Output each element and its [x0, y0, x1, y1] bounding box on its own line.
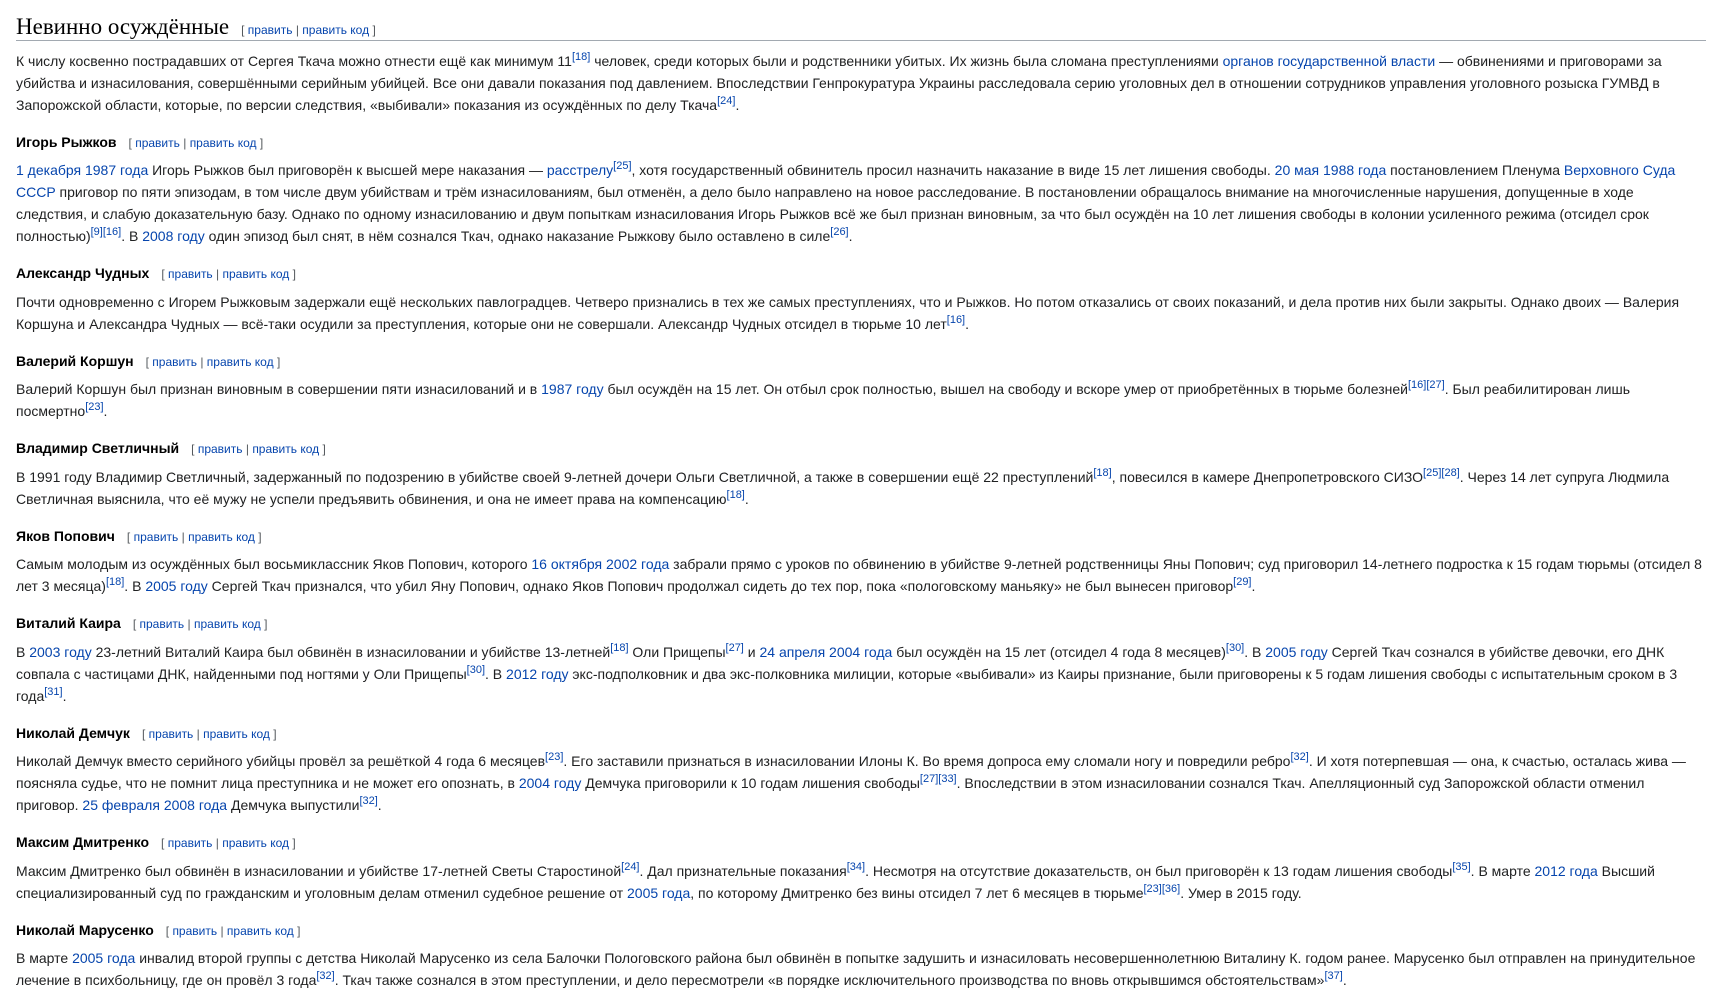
- edit-bracket-close: ]: [372, 23, 376, 37]
- article-link[interactable]: 2005 года: [72, 950, 136, 966]
- paragraph-text: . Умер в 2015 году.: [1180, 884, 1302, 901]
- paragraph-text: . И хотя потерпевшая — она, к счастью, осталась жива — поясняла судье, что не помнит лица преступника и не может его опознать, в: [16, 753, 1686, 791]
- article-link[interactable]: 1987 году: [541, 381, 604, 397]
- edit-section-links: [241, 23, 376, 37]
- person-name: Максим Дмитренко: [16, 834, 150, 850]
- edit-separator: |: [220, 923, 224, 938]
- article-link[interactable]: 2004 году: [518, 775, 582, 791]
- citation-link[interactable]: [24]: [621, 860, 640, 873]
- citation-link[interactable]: [30]: [466, 663, 486, 676]
- paragraph-text: один эпизод был снят, в нём сознался Ткач, однако наказание Рыжкову было оставлено в силе: [204, 228, 831, 244]
- edit-bracket-open: [: [241, 23, 245, 37]
- paragraph-text: . В: [124, 578, 146, 594]
- subsection-heading: [16, 350, 1706, 372]
- edit-separator: |: [215, 836, 219, 850]
- edit-bracket-open: [: [132, 617, 137, 631]
- edit-bracket-open: [: [126, 529, 131, 544]
- edit-bracket-close: ]: [292, 836, 296, 850]
- edit-source-link[interactable]: править код: [302, 23, 370, 37]
- citation-link[interactable]: [27]: [725, 641, 744, 654]
- citation-link[interactable]: [23]: [85, 401, 104, 413]
- paragraph-text: экс-подполковник и два экс-полковника милиции, которые «выбивали» из Каиры признание, были приговорены к 5 годам лишения свободы с испытательным сроком в 3 года: [16, 665, 1678, 704]
- article-link[interactable]: 16 октября 2002 года: [531, 556, 670, 572]
- edit-bracket-close: ]: [258, 529, 262, 544]
- paragraph-text: Самым молодым из осуждённых был восьмиклассник Яков Попович, которого: [16, 556, 532, 572]
- paragraph-text: В марте: [16, 950, 73, 966]
- edit-section-links: [161, 836, 296, 850]
- subsection-heading: [16, 919, 1706, 941]
- citation-link[interactable]: [26]: [830, 226, 849, 238]
- paragraph-text: постановлением Пленума: [1386, 162, 1564, 178]
- paragraph-text: . Дал признательные показания: [639, 862, 847, 879]
- article-link[interactable]: органов государственной власти: [1222, 52, 1436, 69]
- article-link[interactable]: 2012 году: [506, 665, 569, 682]
- edit-source-link[interactable]: править код: [188, 529, 255, 544]
- paragraph-text: Николай Демчук вместо серийного убийцы провёл за решёткой 4 года 6 месяцев: [16, 753, 546, 769]
- paragraph-text: Почти одновременно с Игорем Рыжковым задержали ещё нескольких павлоградцев. Четверо признались в тех же самых преступлениях, что и Рыжков. Но потом отказались от своих показаний, и дела против них были закрыты. Однако двоих — Валерия Коршуна и Александра Чудных — всё-таки осудили за преступления, которые они не совершали. Александр Чудных отсидел в тюрьме 10 лет: [16, 293, 1680, 332]
- edit-link[interactable]: править: [247, 23, 293, 37]
- edit-section-links: [161, 267, 296, 281]
- paragraph-text: человек, среди которых были и родственники убитых. Их жизнь была сломана преступлениями: [590, 52, 1223, 69]
- citation-link[interactable]: [27]: [1426, 379, 1445, 391]
- edit-bracket-close: ]: [273, 726, 277, 741]
- paragraph-text: . Ткач также сознался в этом преступлении, и дело пересмотрели «в порядке исключительного производства по вновь открывшимся обстоятельствам»: [334, 972, 1325, 988]
- edit-bracket-close: ]: [322, 442, 326, 456]
- person-name: Валерий Коршун: [16, 352, 134, 369]
- citation-link[interactable]: [18]: [726, 488, 745, 501]
- citation-link[interactable]: [25]: [1423, 466, 1442, 479]
- paragraph-text: . Через 14 лет супруга Людмила Светличная выяснила, что её мужу не успели предъявить обвинения, и она не имеет права на компенсацию: [16, 468, 1670, 507]
- article-link[interactable]: расстрелу: [546, 162, 614, 178]
- citation-link[interactable]: [9]: [90, 226, 103, 238]
- subsection-heading: [16, 525, 1706, 547]
- edit-link[interactable]: править: [133, 529, 179, 544]
- edit-section-links: [129, 136, 264, 150]
- citation-link[interactable]: [24]: [717, 94, 736, 107]
- edit-link[interactable]: править: [139, 617, 185, 631]
- paragraph-text: .: [377, 797, 382, 813]
- person-name: Владимир Светличный: [16, 440, 180, 456]
- paragraph-text: . Был реабилитирован лишь посмертно: [16, 381, 1630, 419]
- citation-link[interactable]: [37]: [1324, 970, 1343, 982]
- citation-link[interactable]: [30]: [1225, 641, 1245, 654]
- paragraph-text: .: [62, 687, 67, 704]
- edit-bracket-open: [: [145, 354, 149, 369]
- edit-separator: |: [245, 442, 249, 456]
- citation-link[interactable]: [18]: [1093, 466, 1112, 479]
- person-name: Яков Попович: [16, 527, 115, 544]
- paragraph-text: , хотя государственный обвинитель просил назначить наказание в виде 15 лет лишения свободы.: [631, 162, 1275, 178]
- subsection-heading: [16, 437, 1706, 459]
- person-paragraph: [16, 553, 1706, 597]
- article-content: [16, 14, 1706, 991]
- paragraph-text: был осуждён на 15 лет. Он отбыл срок полностью, вышел на свободу и вскоре умер от приобретённых в тюрьме болезней: [603, 381, 1408, 397]
- person-paragraph: [16, 750, 1706, 816]
- citation-link[interactable]: [29]: [1233, 576, 1252, 588]
- edit-bracket-open: [: [128, 135, 132, 150]
- edit-link[interactable]: править: [148, 726, 194, 741]
- edit-link[interactable]: править: [152, 354, 197, 369]
- edit-source-link[interactable]: править код: [206, 354, 274, 369]
- person-paragraph: [16, 378, 1706, 422]
- person-paragraph: [16, 947, 1706, 991]
- edit-bracket-open: [: [141, 726, 146, 741]
- paragraph-text: , по которому Дмитренко без вины отсидел 7 лет 6 месяцев в тюрьме: [690, 884, 1144, 901]
- paragraph-text: Игорь Рыжков был приговорён к высшей мере наказания —: [148, 162, 547, 178]
- citation-link[interactable]: [23]: [545, 751, 564, 763]
- paragraph-text: Высший специализированный суд по гражданским и уголовным делам отменил судебное решение от: [16, 862, 1655, 901]
- subsection-heading: [16, 262, 1706, 284]
- section-heading: [16, 14, 1706, 41]
- edit-bracket-open: [: [191, 442, 195, 456]
- paragraph-text: и: [743, 643, 760, 660]
- person-paragraph: [16, 641, 1706, 707]
- paragraph-text: .: [735, 96, 740, 113]
- person-paragraph: [16, 159, 1706, 247]
- paragraph-text: . В: [1244, 643, 1266, 660]
- edit-separator: |: [216, 267, 220, 281]
- article-link[interactable]: 20 мая 1988 года: [1274, 162, 1387, 178]
- edit-separator: |: [295, 23, 299, 37]
- paragraph-text: Валерий Коршун был признан виновным в совершении пяти изнасилований и в: [16, 381, 542, 397]
- paragraph-text: .: [744, 490, 749, 507]
- edit-source-link[interactable]: править код: [193, 617, 261, 631]
- paragraph-text: приговор по пяти эпизодам, в том числе двум убийствам и трём изнасилованиям, был отменён, а дело было направлено на новое расследование. В постановлении обращалось внимание на многочисленные нарушения, допущенные в ходе следствия, и слабую доказательную базу. Однако по одному изнасилованию и двум попыткам изнасилования Игорь Рыжков всё же был признан виновным, за что был осуждён на 10 лет лишения свободы в колонии усиленного режима (отсидел срок полностью): [16, 184, 1649, 244]
- edit-bracket-open: [: [165, 923, 170, 938]
- paragraph-text: .: [965, 315, 970, 332]
- paragraph-text: В 1991 году Владимир Светличный, задержанный по подозрению в убийстве своей 9-летней дочери Ольги Светличной, а также в совершении ещё 22 преступлений: [16, 468, 1094, 485]
- edit-section-links: [142, 727, 277, 741]
- citation-link[interactable]: [16]: [1408, 379, 1427, 391]
- citation-link[interactable]: [18]: [105, 576, 125, 588]
- edit-section-links: [191, 442, 326, 456]
- person-paragraph: [16, 860, 1706, 904]
- paragraph-text: забрали прямо с уроков по обвинению в убийстве 9-летней родственницы Яны Попович; суд приговорил 14-летнего подростка к 15 годам тюрьмы (отсидел 8 лет 3 месяца): [16, 556, 1702, 594]
- paragraph-text: .: [848, 228, 853, 244]
- person-paragraph: [16, 466, 1706, 510]
- edit-source-link[interactable]: править код: [222, 836, 290, 850]
- edit-source-link[interactable]: править код: [226, 923, 294, 938]
- person-paragraph: [16, 291, 1706, 335]
- edit-separator: |: [183, 135, 187, 150]
- article-link[interactable]: 2005 году: [1265, 643, 1328, 660]
- paragraph-text: .: [103, 403, 108, 419]
- edit-bracket-close: ]: [292, 267, 296, 281]
- subsection-heading: [16, 831, 1706, 853]
- person-name: Игорь Рыжков: [16, 133, 117, 150]
- paragraph-text: Сергей Ткач сознался в убийстве девочки, его ДНК совпала с частицами ДНК, найденными под ногтями у Оли Прищепы: [16, 643, 1665, 682]
- citation-link[interactable]: [16]: [946, 313, 966, 326]
- person-name: Виталий Каира: [16, 615, 121, 631]
- edit-section-links: [146, 355, 281, 369]
- paragraph-text: был осуждён на 15 лет (отсидел 4 года 8 месяцев): [892, 643, 1226, 660]
- intro-paragraph: [16, 50, 1706, 116]
- paragraph-text: . В: [121, 228, 143, 244]
- citation-link[interactable]: [34]: [846, 860, 866, 873]
- citation-link[interactable]: [18]: [610, 641, 629, 654]
- citation-link[interactable]: [18]: [571, 50, 591, 63]
- citation-link[interactable]: [25]: [613, 160, 632, 172]
- paragraph-text: . В марте: [1470, 862, 1535, 879]
- edit-source-link[interactable]: править код: [252, 442, 320, 456]
- paragraph-text: .: [1251, 578, 1256, 594]
- citation-link[interactable]: [32]: [1290, 751, 1309, 763]
- edit-bracket-close: ]: [264, 617, 268, 631]
- citation-link[interactable]: [36]: [1161, 882, 1181, 895]
- citation-link[interactable]: [32]: [359, 795, 378, 807]
- paragraph-text: — обвинениями и приговорами за убийства и изнасилования, совершёнными серийным убийцей. Все они давали показания под давлением. Впоследствии Генпрокуратура Украины расследовала серию уголовных дел в отношении сотрудников управления уголовного розыска ГУМВД в Запорожской области, которые, по версии следствия, «выбивали» показания из осуждённых по делу Ткача: [16, 52, 1662, 113]
- citation-link[interactable]: [28]: [1441, 466, 1460, 479]
- paragraph-text: . Несмотря на отсутствие доказательств, он был приговорён к 13 годам лишения свободы: [865, 862, 1453, 879]
- edit-bracket-open: [: [161, 836, 165, 850]
- citation-link[interactable]: [33]: [938, 773, 957, 785]
- article-link[interactable]: 25 февраля 2008 года: [82, 797, 228, 813]
- edit-section-links: [127, 530, 262, 544]
- article-link[interactable]: Верховного Суда СССР: [16, 162, 1676, 200]
- person-name: Николай Марусенко: [16, 921, 154, 938]
- edit-link[interactable]: править: [197, 442, 243, 456]
- citation-link[interactable]: [16]: [102, 226, 122, 238]
- paragraph-text: Сергей Ткач признался, что убил Яну Попович, однако Яков Попович продолжал сидеть до тех пор, пока «пологовскому маньяку» не был вынесен приговор: [207, 578, 1234, 594]
- paragraph-text: К числу косвенно пострадавших от Сергея Ткача можно отнести ещё как минимум 11: [16, 52, 572, 69]
- citation-link[interactable]: [23]: [1143, 882, 1162, 895]
- section-title: Невинно осуждённые: [16, 14, 230, 39]
- paragraph-text: . Его заставили признаться в изнасиловании Илоны К. Во время допроса ему сломали ногу и повредили ребро: [563, 753, 1291, 769]
- edit-separator: |: [196, 726, 200, 741]
- subsection-heading: [16, 612, 1706, 634]
- article-link[interactable]: 2008 году: [142, 228, 205, 244]
- paragraph-text: . Впоследствии в этом изнасиловании сознался Ткач. Апелляционный суд Запорожской области отменил приговор.: [16, 775, 1645, 813]
- person-name: Александр Чудных: [16, 265, 150, 281]
- edit-bracket-close: ]: [276, 354, 281, 369]
- citation-link[interactable]: [35]: [1452, 860, 1471, 873]
- paragraph-text: , повесился в камере Днепропетровского СИЗО: [1111, 468, 1424, 485]
- paragraph-text: Максим Дмитренко был обвинён в изнасиловании и убийстве 17-летней Светы Старостиной: [16, 862, 622, 879]
- edit-separator: |: [200, 354, 204, 369]
- paragraph-text: инвалид второй группы с детства Николай Марусенко из села Балочки Пологовского района был обвинён в попытке задушить и изнасиловать несовершеннолетнюю Виталину К. годом ранее. Марусенко был отправлен на принудительное лечение в психбольницу, где он провёл 3 года: [16, 950, 1696, 988]
- citation-link[interactable]: [31]: [44, 685, 63, 698]
- paragraph-text: В: [16, 643, 30, 660]
- person-name: Николай Демчук: [16, 724, 130, 741]
- edit-link[interactable]: править: [172, 923, 218, 938]
- article-link[interactable]: 2005 года: [627, 884, 691, 901]
- citation-link[interactable]: [32]: [316, 970, 335, 982]
- edit-section-links: [166, 924, 301, 938]
- edit-separator: |: [181, 529, 185, 544]
- article-link[interactable]: 2012 года: [1534, 862, 1598, 879]
- paragraph-text: Демчука приговорили к 10 годам лишения свободы: [581, 775, 920, 791]
- edit-link[interactable]: править: [167, 836, 213, 850]
- edit-source-link[interactable]: править код: [189, 135, 257, 150]
- edit-bracket-open: [: [161, 267, 165, 281]
- article-link[interactable]: 24 апреля 2004 года: [759, 643, 893, 660]
- paragraph-text: Оли Прищепы: [628, 643, 726, 660]
- citation-link[interactable]: [27]: [919, 773, 939, 785]
- edit-section-links: [133, 617, 268, 631]
- paragraph-text: .: [1342, 972, 1347, 988]
- edit-link[interactable]: править: [135, 135, 180, 150]
- paragraph-text: . В: [485, 665, 507, 682]
- article-link[interactable]: 2005 году: [145, 578, 208, 594]
- article-link[interactable]: 1 декабря 1987 года: [16, 162, 149, 178]
- subsection-heading: [16, 131, 1706, 153]
- paragraph-text: 23-летний Виталий Каира был обвинён в изнасиловании и убийстве 13-летней: [91, 643, 611, 660]
- paragraph-text: Демчука выпустили: [227, 797, 360, 813]
- article-link[interactable]: 2003 году: [29, 643, 92, 660]
- edit-separator: |: [187, 617, 191, 631]
- edit-source-link[interactable]: править код: [222, 267, 290, 281]
- edit-link[interactable]: править: [168, 267, 213, 281]
- subsection-heading: [16, 722, 1706, 744]
- edit-bracket-close: ]: [259, 135, 264, 150]
- edit-bracket-close: ]: [297, 923, 301, 938]
- edit-source-link[interactable]: править код: [203, 726, 270, 741]
